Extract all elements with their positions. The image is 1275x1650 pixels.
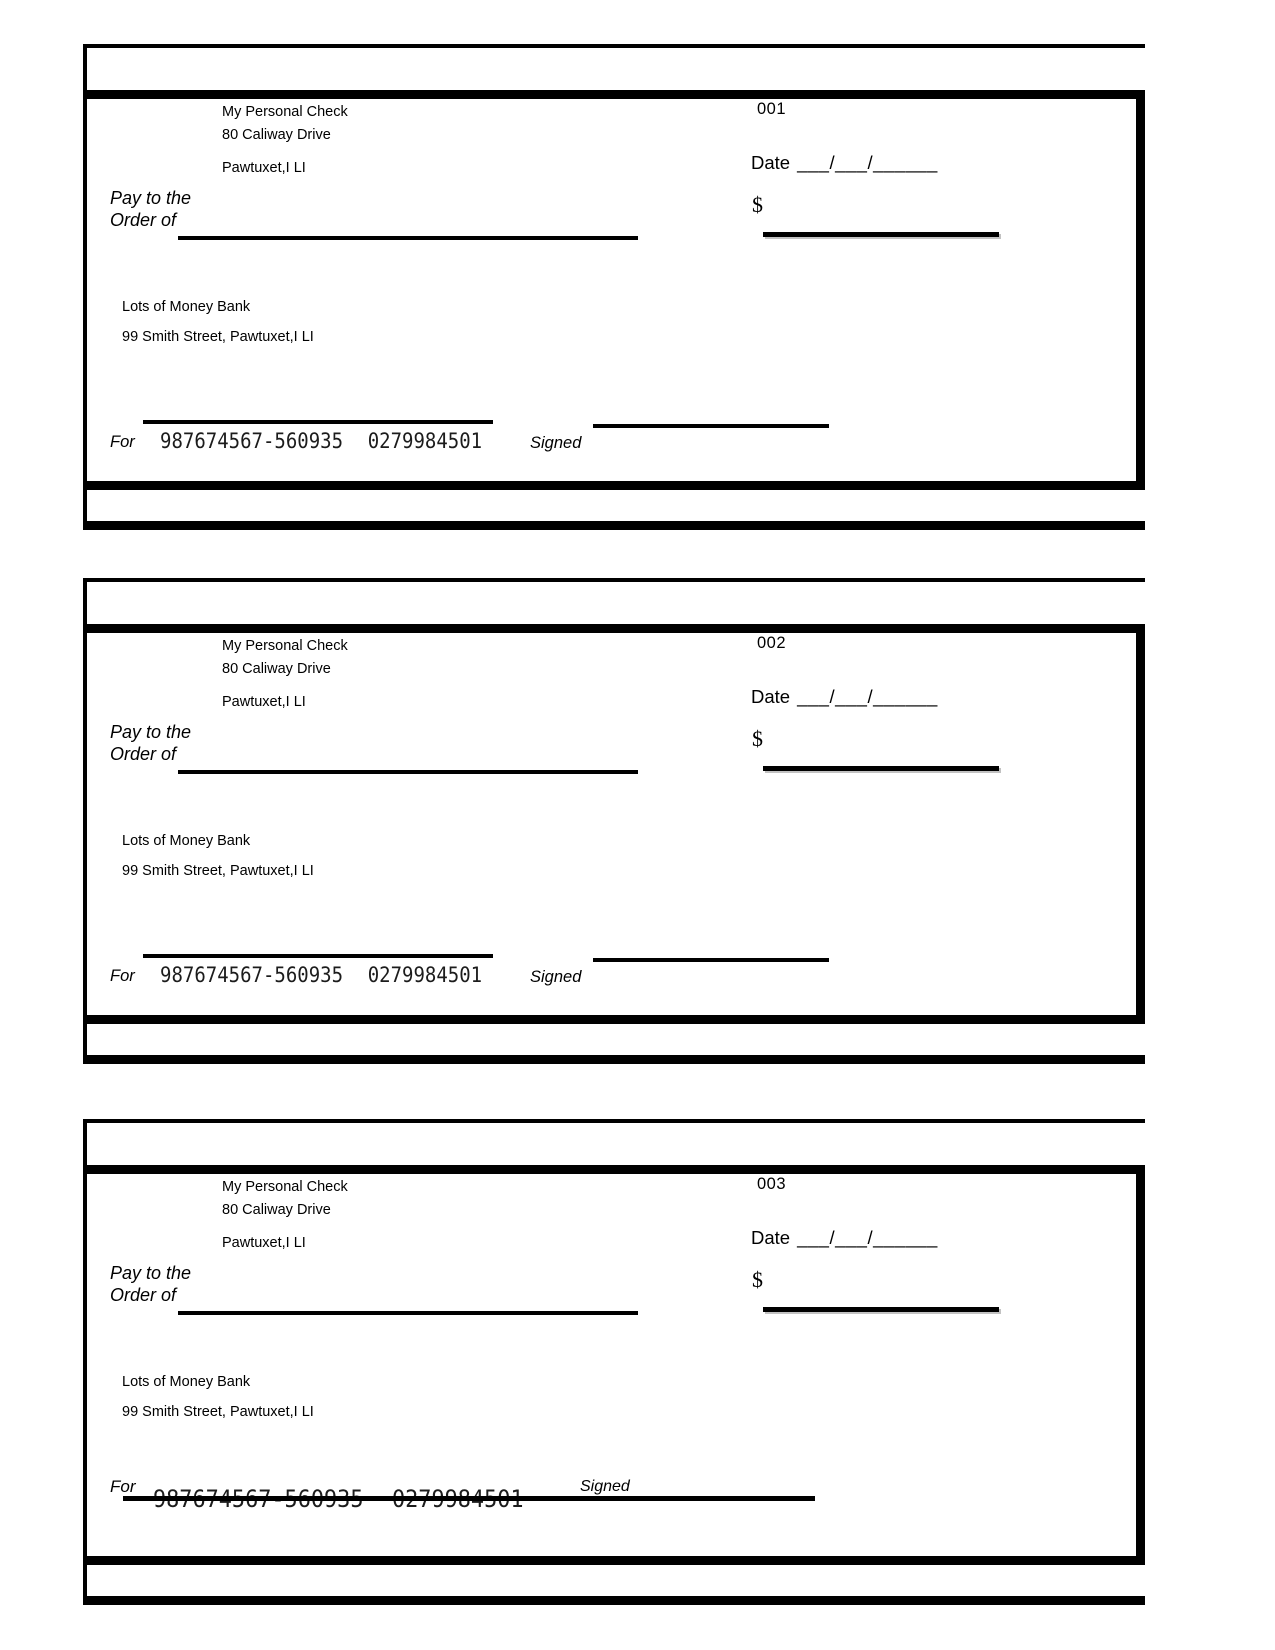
signature-blank-line — [593, 424, 829, 428]
micr-routing-account: 987674567-560935 — [160, 428, 344, 454]
pay-to-label-line1: Pay to the — [110, 188, 192, 208]
payer-address: 80 Caliway Drive — [222, 1202, 331, 1218]
frame-upper-bar — [83, 90, 1145, 99]
date-row — [751, 686, 938, 708]
payer-name: My Personal Check — [222, 638, 348, 654]
date-label: Date — [751, 686, 791, 707]
pay-to-label-line2: Order of — [110, 210, 177, 230]
check-figure-001 — [83, 44, 1145, 530]
micr-number — [160, 962, 482, 987]
frame-left-border — [83, 1119, 87, 1605]
date-row — [751, 152, 938, 174]
amount-blank-line — [763, 232, 999, 237]
frame-lower-bar — [83, 1556, 1145, 1565]
amount-blank-line — [763, 766, 999, 771]
signed-label: Signed — [530, 968, 582, 986]
payer-name: My Personal Check — [222, 104, 348, 120]
bank-address: 99 Smith Street, Pawtuxet,I LI — [122, 329, 314, 345]
micr-check-code: 0279984501 — [367, 962, 483, 988]
frame-lower-bar — [83, 481, 1145, 490]
bank-address: 99 Smith Street, Pawtuxet,I LI — [122, 863, 314, 879]
micr-number — [160, 428, 482, 453]
frame-right-border — [1136, 1165, 1145, 1565]
payer-city: Pawtuxet,I LI — [222, 694, 306, 710]
frame-left-border — [83, 44, 87, 530]
payer-city: Pawtuxet,I LI — [222, 1235, 306, 1251]
bank-name: Lots of Money Bank — [122, 1374, 251, 1390]
payer-city: Pawtuxet,I LI — [222, 160, 306, 176]
frame-top-line — [83, 578, 1145, 582]
frame-right-border — [1136, 624, 1145, 1024]
check-figure-003 — [83, 1119, 1145, 1605]
frame-top-line — [83, 44, 1145, 48]
payer-address: 80 Caliway Drive — [222, 127, 331, 143]
frame-bottom-bar — [83, 1596, 1145, 1605]
pay-to-label-line2: Order of — [110, 1285, 177, 1305]
date-label: Date — [751, 1227, 791, 1248]
micr-check-code: 0279984501 — [367, 428, 483, 454]
memo-blank-line — [143, 954, 493, 958]
frame-top-line — [83, 1119, 1145, 1123]
payee-blank-line — [178, 770, 638, 774]
for-label: For — [110, 433, 135, 451]
frame-bottom-bar — [83, 521, 1145, 530]
micr-routing-account: 987674567-560935 — [160, 962, 344, 988]
payee-blank-line — [178, 1311, 638, 1315]
date-blank-line: ___/___/______ — [797, 1227, 938, 1248]
bank-name: Lots of Money Bank — [122, 299, 251, 315]
signature-blank-line — [593, 958, 829, 962]
pay-to-label-line2: Order of — [110, 744, 177, 764]
check-figure-002 — [83, 578, 1145, 1064]
amount-blank-line — [763, 1307, 999, 1312]
frame-bottom-bar — [83, 1055, 1145, 1064]
bank-name: Lots of Money Bank — [122, 833, 251, 849]
dollar-sign: $ — [752, 726, 763, 751]
check-number: 001 — [757, 100, 787, 118]
date-blank-line: ___/___/______ — [797, 686, 938, 707]
pay-to-label-line1: Pay to the — [110, 1263, 192, 1283]
signed-label: Signed — [580, 1478, 630, 1495]
pay-to-label-line1: Pay to the — [110, 722, 192, 742]
frame-right-border — [1136, 90, 1145, 490]
frame-lower-bar — [83, 1015, 1145, 1024]
for-label: For — [110, 1477, 136, 1496]
bank-address: 99 Smith Street, Pawtuxet,I LI — [122, 1404, 314, 1420]
date-row — [751, 1227, 938, 1249]
check-number: 002 — [757, 634, 787, 652]
dollar-sign: $ — [752, 192, 763, 217]
for-label: For — [110, 967, 135, 985]
payee-blank-line — [178, 236, 638, 240]
payer-name: My Personal Check — [222, 1179, 348, 1195]
payer-address: 80 Caliway Drive — [222, 661, 331, 677]
dollar-sign: $ — [752, 1267, 763, 1292]
check-number: 003 — [757, 1175, 787, 1193]
for-and-signature-line — [123, 1496, 815, 1501]
signed-label: Signed — [530, 434, 582, 452]
date-blank-line: ___/___/______ — [797, 152, 938, 173]
frame-upper-bar — [83, 1165, 1145, 1174]
memo-blank-line — [143, 420, 493, 424]
frame-upper-bar — [83, 624, 1145, 633]
date-label: Date — [751, 152, 791, 173]
frame-left-border — [83, 578, 87, 1064]
